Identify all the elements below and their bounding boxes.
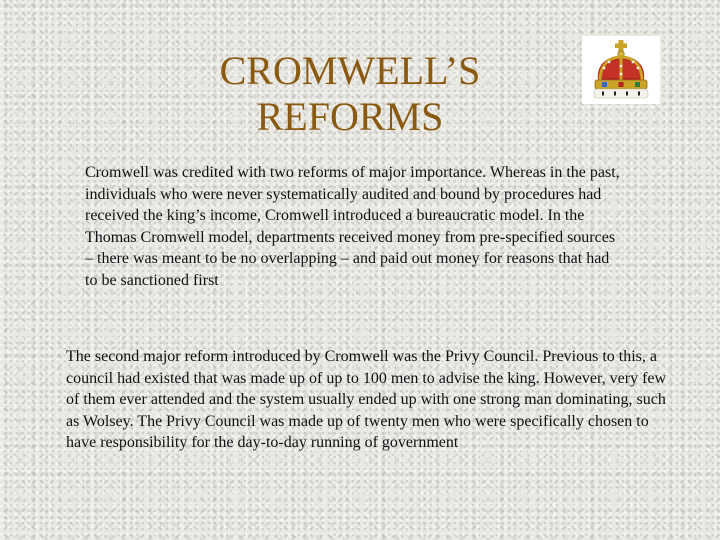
slide-title-line-2: REFORMS bbox=[256, 94, 444, 139]
crown-image bbox=[582, 36, 660, 104]
slide-title-line-1: CROMWELL’S bbox=[219, 48, 481, 93]
crown-icon bbox=[582, 36, 660, 104]
slide-title bbox=[150, 48, 550, 140]
paragraph-financial-reform: Cromwell was credited with two reforms of major importance. Whereas in the past, individuals who were never systematically audited and bound by procedures had received the king’s income, Cromwell introduced a bureaucratic model. In the Thomas Cromwell model, departments received money from pre-specified sources – there was meant to be no overlapping – and paid out money for reasons that had to be sanctioned first bbox=[85, 164, 620, 289]
paragraph-privy-council: The second major reform introduced by Cromwell was the Privy Council. Previous to this, a council had existed that was made up of up to 100 men to advise the king. However, very few of them ever attended and the system usually ended up with one strong man dominating, such as Wolsey. The Privy Council was made up of twenty men who were specifically chosen to have responsibility for the day-to-day running of government bbox=[66, 348, 667, 452]
